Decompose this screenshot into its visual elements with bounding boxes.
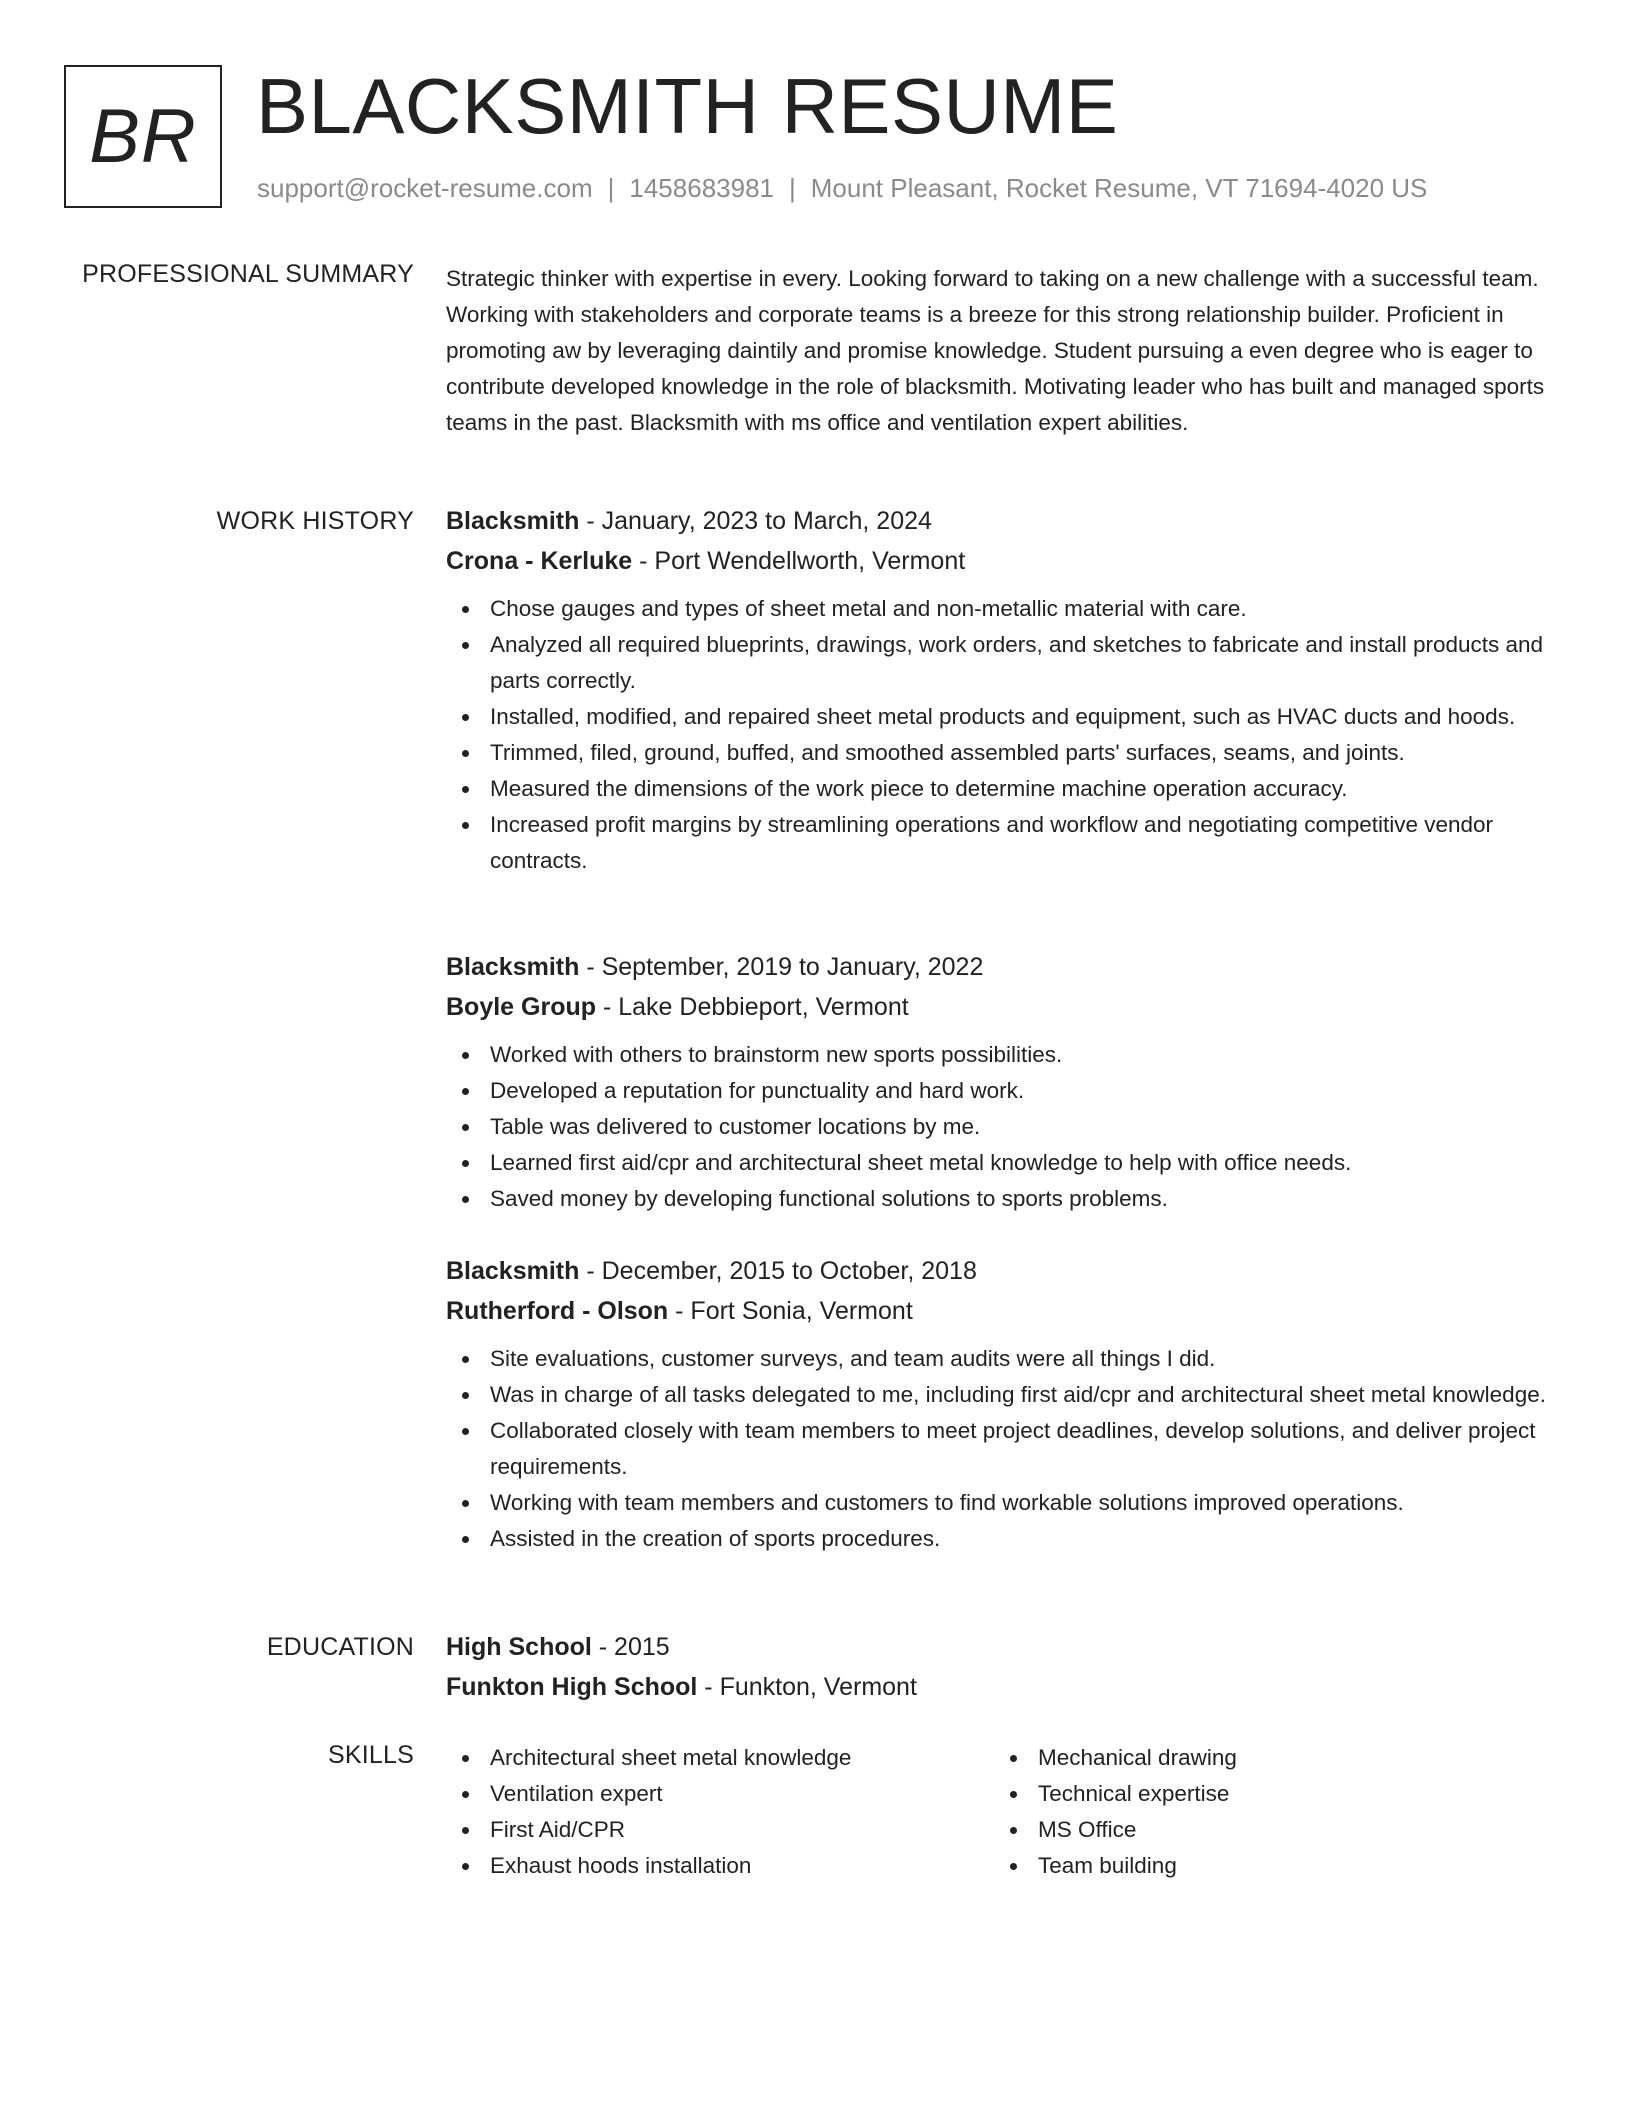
skills-list xyxy=(994,1740,1542,1884)
job-bullet: Working with team members and customers to find workable solutions improved operations. xyxy=(446,1485,1566,1521)
job-bullet: Learned first aid/cpr and architectural sheet metal knowledge to help with office needs. xyxy=(446,1145,1566,1181)
job-dates: - December, 2015 to October, 2018 xyxy=(579,1257,977,1285)
education-school: Funkton High School xyxy=(446,1673,698,1701)
contact-line xyxy=(257,173,1427,204)
job-bullet: Site evaluations, customer surveys, and team audits were all things I did. xyxy=(446,1341,1566,1377)
contact-address: Mount Pleasant, Rocket Resume, VT 71694-4020 US xyxy=(810,173,1428,203)
job-title: Blacksmith xyxy=(446,507,580,535)
job-location: - Fort Sonia, Vermont xyxy=(668,1297,913,1325)
job-bullet: Analyzed all required blueprints, drawings, work orders, and sketches to fabricate and install products and parts correctly. xyxy=(446,627,1566,699)
initials-monogram: BR xyxy=(64,65,222,208)
contact-separator: | xyxy=(607,173,615,203)
job-title-line xyxy=(446,947,1566,987)
skill-item: Technical expertise xyxy=(994,1776,1542,1812)
education-degree: High School xyxy=(446,1633,592,1661)
job-bullet: Collaborated closely with team members to meet project deadlines, develop solutions, and deliver project requirements. xyxy=(446,1413,1566,1485)
job-title-line xyxy=(446,501,1566,541)
job-location: - Port Wendellworth, Vermont xyxy=(632,547,966,575)
education-location: - Funkton, Vermont xyxy=(697,1673,917,1701)
job-bullet: Trimmed, filed, ground, buffed, and smoothed assembled parts' surfaces, seams, and joints. xyxy=(446,735,1566,771)
education-degree-line xyxy=(446,1627,1566,1667)
job-title-line xyxy=(446,1251,1566,1291)
skills-columns xyxy=(446,1740,1566,1884)
contact-email: support@rocket-resume.com xyxy=(257,173,593,203)
education-school-line xyxy=(446,1667,1566,1707)
skills-column-left xyxy=(446,1740,994,1884)
skills-heading: SKILLS xyxy=(328,1741,414,1769)
job-bullet: Assisted in the creation of sports procedures. xyxy=(446,1521,1566,1557)
contact-phone: 1458683981 xyxy=(629,173,774,203)
resume-header xyxy=(64,62,1564,210)
job-company-line xyxy=(446,541,1566,581)
job-entry xyxy=(446,501,1566,879)
job-bullet: Installed, modified, and repaired sheet metal products and equipment, such as HVAC ducts and hoods. xyxy=(446,699,1566,735)
job-title: Blacksmith xyxy=(446,953,580,981)
job-bullet: Was in charge of all tasks delegated to me, including first aid/cpr and architectural sheet metal knowledge. xyxy=(446,1377,1566,1413)
work-history-heading: WORK HISTORY xyxy=(216,507,414,535)
job-company-line xyxy=(446,1291,1566,1331)
job-bullet: Increased profit margins by streamlining operations and workflow and negotiating competitive vendor contracts. xyxy=(446,807,1566,879)
resume-name: BLACKSMITH RESUME xyxy=(256,62,1119,150)
education-year: - 2015 xyxy=(591,1633,670,1661)
education-heading: EDUCATION xyxy=(266,1633,414,1661)
summary-heading: PROFESSIONAL SUMMARY xyxy=(82,260,414,288)
skill-item: MS Office xyxy=(994,1812,1542,1848)
job-company-line xyxy=(446,987,1566,1027)
skills-column-right xyxy=(994,1740,1542,1884)
job-bullet: Chose gauges and types of sheet metal and non-metallic material with care. xyxy=(446,591,1566,627)
job-bullet: Table was delivered to customer locations by me. xyxy=(446,1109,1566,1145)
job-location: - Lake Debbieport, Vermont xyxy=(596,993,909,1021)
job-bullet: Worked with others to brainstorm new sports possibilities. xyxy=(446,1037,1566,1073)
job-bullet: Saved money by developing functional solutions to sports problems. xyxy=(446,1181,1566,1217)
skill-item: Team building xyxy=(994,1848,1542,1884)
job-bullets xyxy=(446,591,1566,879)
skill-item: Mechanical drawing xyxy=(994,1740,1542,1776)
job-bullets xyxy=(446,1037,1566,1217)
job-company: Rutherford - Olson xyxy=(446,1297,669,1325)
skill-item: Ventilation expert xyxy=(446,1776,994,1812)
summary-text: Strategic thinker with expertise in every. Looking forward to taking on a new challenge with a successful team. Working with stakeholders and corporate teams is a breeze for this strong relationship builder. Proficient in promoting aw by leveraging daintily and promise knowledge. Student pursuing a even degree who is eager to contribute developed knowledge in the role of blacksmith. Motivating leader who has built and managed sports teams in the past. Blacksmith with ms office and ventilation expert abilities. xyxy=(446,266,1545,435)
skills-list xyxy=(446,1740,994,1884)
job-dates: - January, 2023 to March, 2024 xyxy=(579,507,932,535)
job-bullets xyxy=(446,1341,1566,1557)
job-dates: - September, 2019 to January, 2022 xyxy=(579,953,984,981)
job-company: Crona - Kerluke xyxy=(446,547,633,575)
job-bullet: Developed a reputation for punctuality and hard work. xyxy=(446,1073,1566,1109)
job-title: Blacksmith xyxy=(446,1257,580,1285)
skill-item: Architectural sheet metal knowledge xyxy=(446,1740,994,1776)
skill-item: Exhaust hoods installation xyxy=(446,1848,994,1884)
job-bullet: Measured the dimensions of the work piece to determine machine operation accuracy. xyxy=(446,771,1566,807)
job-entry xyxy=(446,1251,1566,1557)
contact-separator: | xyxy=(789,173,796,203)
job-entry xyxy=(446,947,1566,1217)
skill-item: First Aid/CPR xyxy=(446,1812,994,1848)
job-company: Boyle Group xyxy=(446,993,597,1021)
